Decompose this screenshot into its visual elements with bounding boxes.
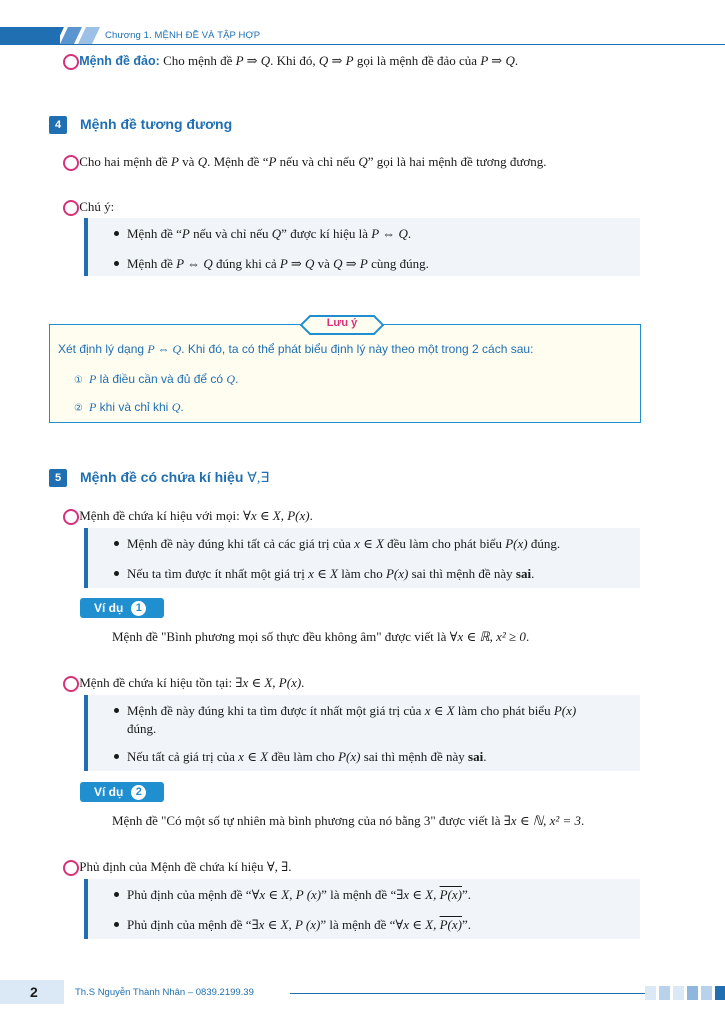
remark-intro: Xét định lý dạng P ⇔ Q. Khi đó, ta có thể phát biểu định lý này theo một trong 2 cách sau: [58, 342, 534, 356]
bullet-dot-icon [114, 708, 119, 713]
footer-author: Th.S Nguyễn Thành Nhân – 0839.2199.39 [75, 987, 254, 998]
remark-tag: Lưu ý [326, 317, 358, 329]
list-item: Mệnh đề này đúng khi tất cả các giá trị của x ∈ X đều làm cho phát biểu P(x) đúng. [114, 535, 560, 553]
list-item: Mệnh đề P ⇔ Q đúng khi cả P ⇒ Q và Q ⇒ P cùng đúng. [114, 255, 429, 273]
bullet-dot-icon [114, 261, 119, 266]
flower-bullet-icon [62, 154, 76, 168]
flower-bullet-icon [62, 508, 76, 522]
bullet-dot-icon [114, 892, 119, 897]
flower-bullet-icon [62, 675, 76, 689]
remark-option: ① P là điều cần và đủ để có Q. [74, 372, 239, 386]
footer-rule [290, 993, 645, 994]
bullet-dot-icon [114, 231, 119, 236]
list-item: Mệnh đề này đúng khi ta tìm được ít nhất một giá trị của x ∈ X làm cho phát biểu P(x) đúng. [114, 702, 638, 738]
header-rule [0, 44, 725, 45]
converse-definition: Mệnh đề đảo: Cho mệnh đề P ⇒ Q. Khi đó, Q ⇒ P gọi là mệnh đề đảo của P ⇒ Q. [62, 52, 518, 70]
flower-bullet-icon [62, 53, 76, 67]
list-item: Nếu ta tìm được ít nhất một giá trị x ∈ X làm cho P(x) sai thì mệnh đề này sai. [114, 565, 534, 583]
flower-bullet-icon [62, 199, 76, 213]
section-title: Mệnh đề tương đương [80, 116, 233, 132]
bullet-dot-icon [114, 922, 119, 927]
remark-option: ② P khi và chỉ khi Q. [74, 400, 184, 414]
example-text: Mệnh đề "Có một số tự nhiên mà bình phương của nó bằng 3" được viết là ∃x ∈ ℕ, x² = 3. [112, 813, 585, 828]
negation-definition: Phủ định của Mệnh đề chứa kí hiệu ∀, ∃. [62, 858, 291, 876]
bullet-dot-icon [114, 571, 119, 576]
equivalence-definition: Cho hai mệnh đề P và Q. Mệnh đề “P nếu và chỉ nếu Q” gọi là hai mệnh đề tương đương. [62, 153, 547, 171]
bullet-dot-icon [114, 754, 119, 759]
list-item: Phủ định của mệnh đề “∃x ∈ X, P (x)” là mệnh đề “∀x ∈ X, P(x)”. [114, 916, 471, 934]
footer-squares-decoration [645, 984, 725, 1002]
page-number: 2 [30, 984, 38, 1000]
example-tag: Ví dụ 2 [80, 782, 164, 802]
section-number: 4 [49, 116, 67, 134]
list-item: Phủ định của mệnh đề “∀x ∈ X, P (x)” là mệnh đề “∃x ∈ X, P(x)”. [114, 886, 471, 904]
chapter-title: Chương 1. MỆNH ĐỀ VÀ TẬP HỢP [105, 30, 261, 41]
section-title: Mệnh đề có chứa kí hiệu ∀,∃ [80, 469, 270, 486]
exists-definition: Mệnh đề chứa kí hiệu tồn tại: ∃x ∈ X, P(x). [62, 674, 304, 692]
forall-definition: Mệnh đề chứa kí hiệu với mọi: ∀x ∈ X, P(x). [62, 507, 313, 525]
example-text: Mệnh đề "Bình phương mọi số thực đều không âm" được viết là ∀x ∈ ℝ, x² ≥ 0. [112, 629, 530, 644]
flower-bullet-icon [62, 859, 76, 873]
example-tag: Ví dụ 1 [80, 598, 164, 618]
section-number: 5 [49, 469, 67, 487]
list-item: Mệnh đề “P nếu và chỉ nếu Q” được kí hiệu là P ⇔ Q. [114, 225, 411, 243]
bullet-dot-icon [114, 541, 119, 546]
note-heading: Chú ý: [62, 198, 114, 216]
header-slash-decoration [40, 27, 110, 44]
list-item: Nếu tất cả giá trị của x ∈ X đều làm cho P(x) sai thì mệnh đề này sai. [114, 748, 486, 766]
converse-label: Mệnh đề đảo: [79, 54, 160, 68]
